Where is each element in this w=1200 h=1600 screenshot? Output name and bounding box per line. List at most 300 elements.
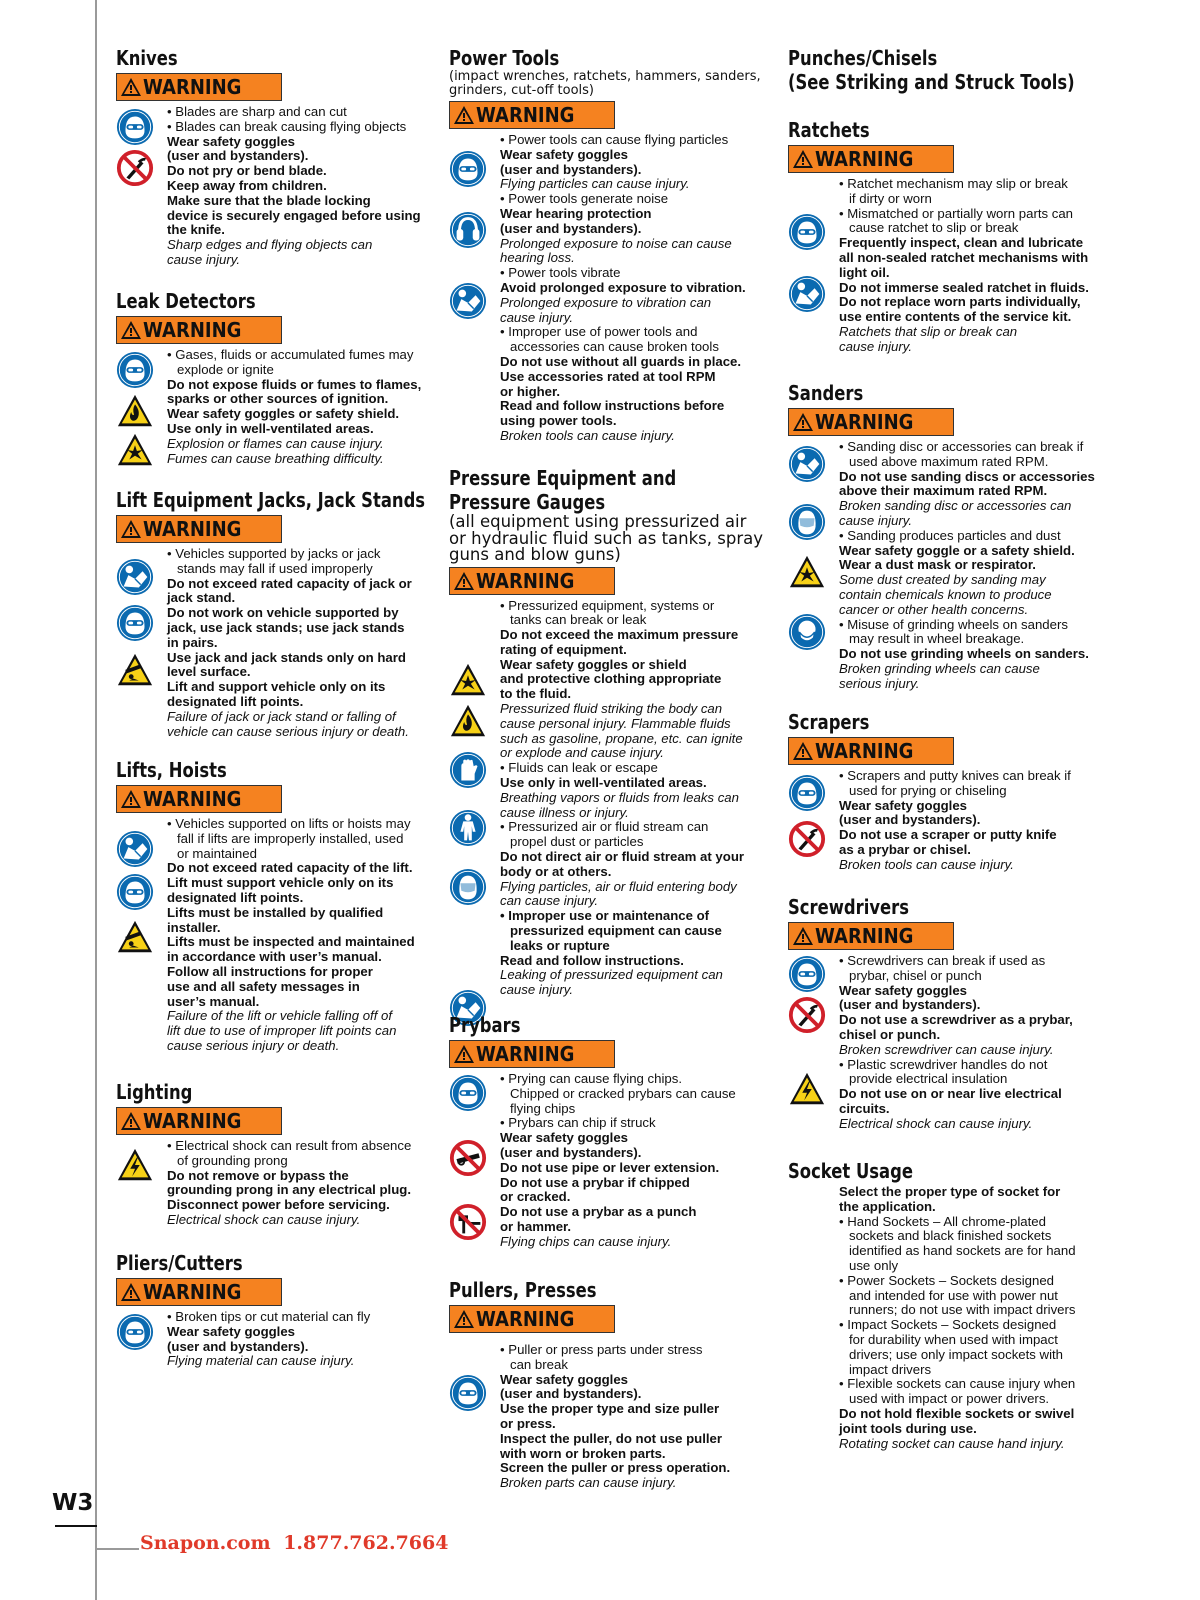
warning-triangle-icon [120,1111,142,1131]
instruction: Lift and support vehicle only on its [167,679,386,695]
instruction: (user and bystanders). [167,148,309,164]
screwdrivers-text [839,954,1118,1132]
instruction: in pairs. [167,634,218,650]
hazard: • Vehicles supported by jacks or jack [167,547,440,562]
instruction: Screen the puller or press operation. [500,1460,731,1476]
instruction: (user and bystanders). [167,1338,309,1354]
consequence: cause injury. [839,338,913,354]
hazard: • Plastic screwdriver handles do not [839,1058,1118,1073]
consequence: Sharp edges and flying objects can [167,237,373,253]
warning-label: WARNING [143,1109,242,1133]
pliers-cutters-text [167,1310,440,1369]
hazard: • Electrical shock can result from absence [167,1139,440,1154]
hazard: flying chips [510,1100,576,1116]
instruction: Do not direct air or fluid stream at your [500,849,745,865]
consequence: lift due to use of improper lift points can [167,1023,397,1039]
instruction: as a prybar or chisel. [839,841,971,857]
warning-label: WARNING [476,568,575,593]
consequence: cancer or other health concerns. [839,601,1029,617]
instruction: Do not pry or bend blade. [167,163,327,179]
hazard: • Puller or press parts under stress [500,1343,779,1358]
warning-triangle-icon [792,412,814,432]
no-hammering-icon [449,1203,487,1241]
instruction: Do not exceed rated capacity of the lift. [167,860,413,876]
section-title: Power Tools [449,46,560,70]
hazard: • Improper use of power tools and [500,325,779,340]
section-prybars [449,1013,779,1250]
dust-mask-icon [788,613,826,651]
instruction: Do not hold flexible sockets or swivel [839,1405,1075,1421]
consequence: Some dust created by sanding may [839,572,1046,588]
lifts-hoists-text [167,817,440,1054]
section-title: Lighting [116,1080,193,1104]
hazard: used for prying or chiseling [849,782,1007,798]
section-scrapers [788,710,1118,873]
hazard: • Fluids can leak or escape [500,761,779,776]
hazard: • Blades can break causing flying objects [167,120,440,135]
hazard: • Mismatched or partially worn parts can [839,207,1118,222]
instruction: Do not work on vehicle supported by [167,605,399,621]
no-extension-pipe-icon [449,1139,487,1177]
instruction: designated lift points. [167,889,304,905]
hazard: • Pressurized equipment, systems or [500,599,779,614]
flammable-hazard-icon [449,702,487,740]
warning-banner [449,1305,615,1333]
column-3 [788,46,1118,1546]
safety-goggles-icon [788,955,826,993]
column-1 [116,46,440,1546]
section-title: Ratchets [788,118,870,142]
instruction: designated lift points. [167,693,304,709]
consequence: Rotating socket can cause hand injury. [839,1435,1065,1451]
instruction: Follow all instructions for proper [167,963,373,979]
section-subtitle: (all equipment using pressurized air [449,512,747,531]
hazard: • Prying can cause flying chips. [500,1072,779,1087]
consequence: Broken tools can cause injury. [500,427,675,443]
read-manual-icon [788,445,826,483]
warning-label: WARNING [815,410,914,434]
instruction: the application. [839,1198,936,1214]
crush-hazard-icon [116,651,154,689]
instruction: Frequently inspect, clean and lubricate [839,235,1084,251]
hazard: or maintained [177,845,257,861]
socket-usage-text [839,1185,1118,1451]
section-title: Pliers/Cutters [116,1251,243,1275]
flammable-hazard-icon [116,392,154,430]
instruction: (user and bystanders). [500,161,642,177]
section-title: Leak Detectors [116,289,256,313]
consequence: Flying particles, air or fluid entering body [500,878,737,894]
warning-triangle-icon [120,789,142,809]
warning-label: WARNING [143,1280,242,1304]
consequence: Flying particles can cause injury. [500,176,690,192]
page-number-rule [55,1525,97,1527]
instruction: grounding prong in any electrical plug. [167,1182,411,1198]
hazard: • Ratchet mechanism may slip or break [839,177,1118,192]
hazard: • Blades are sharp and can cut [167,105,440,120]
hazard: fall if lifts are improperly installed, used [177,830,404,846]
scrapers-text [839,769,1118,873]
warning-banner [788,922,954,950]
instruction: Do not use a scraper or putty knife [839,827,1057,843]
consequence: cause injury. [500,982,574,998]
consequence: Failure of the lift or vehicle falling off of [167,1008,393,1024]
instruction: installer. [167,919,221,935]
consequence: Flying material can cause injury. [167,1353,355,1369]
instruction: Make sure that the blade locking [167,192,371,208]
warning-label: WARNING [476,103,575,127]
hazard: • Power tools can cause flying particles [500,133,779,148]
safety-goggles-icon [788,213,826,251]
crush-hazard-icon [116,918,154,956]
socket-type: for durability when used with impact [849,1331,1058,1347]
hazard: used above maximum rated RPM. [849,453,1049,469]
hazard: propel dust or particles [510,834,644,850]
instruction: or higher. [500,383,561,399]
hazard: explode or ignite [177,361,274,377]
section-pressure-equipment [449,466,779,998]
power-tools-text [500,133,779,444]
instruction: Keep away from children. [167,177,327,193]
consequence: Prolonged exposure to noise can cause [500,235,732,251]
consequence: cause injury. [167,251,241,267]
hazard: • Screwdrivers can break if used as [839,954,1118,969]
warning-banner [116,785,282,813]
socket-type: identified as hand sockets are for hand [849,1243,1076,1259]
instruction: in accordance with user’s manual. [167,949,382,965]
section-lifts-hoists [116,758,440,1054]
section-lighting [116,1080,440,1228]
section-title: Knives [116,46,178,70]
instruction: Wear safety goggles [500,1371,629,1387]
ratchets-text [839,177,1118,355]
section-title: Screwdrivers [788,895,910,919]
instruction: Do not immerse sealed ratchet in fluids. [839,279,1089,295]
warning-triangle-icon [453,1309,475,1329]
pullers-presses-text [500,1343,779,1491]
section-knives [116,46,440,268]
consequence: Explosion or flames can cause injury. [167,435,384,451]
instruction: Lifts must be installed by qualified [167,904,384,920]
no-prying-icon [788,996,826,1034]
instruction: Do not use a screwdriver as a prybar, [839,1012,1073,1028]
hazard: if dirty or worn [849,190,932,206]
protective-gloves-icon [449,751,487,789]
socket-type: and intended for use with power nut [849,1287,1058,1303]
hazard: • Sanding disc or accessories can break if [839,440,1118,455]
instruction: to the fluid. [500,686,572,702]
consequence: Broken parts can cause injury. [500,1475,677,1491]
instruction: (user and bystanders). [839,812,981,828]
socket-type: runners; do not use with impact drivers [849,1302,1076,1318]
warning-triangle-icon [120,77,142,97]
warning-triangle-icon [120,320,142,340]
instruction: Disconnect power before servicing. [167,1197,390,1213]
instruction: Wear safety goggles [500,146,629,162]
warning-label: WARNING [476,1042,575,1066]
socket-type: drivers; use only impact sockets with [849,1346,1064,1362]
section-title: (See Striking and Struck Tools) [788,70,1075,94]
section-socket-usage [788,1159,1118,1451]
section-title: Pullers, Presses [449,1278,597,1302]
consequence: cause injury. [500,309,574,325]
warning-label: WARNING [815,739,914,763]
hazard: • Power tools vibrate [500,266,779,281]
page-number: W3 [52,1490,94,1516]
hazard: • Sanding produces particles and dust [839,529,1118,544]
socket-type: • Power Sockets – Sockets designed [839,1274,1118,1289]
instruction: Do not use a prybar as a punch [500,1204,697,1220]
prybars-text [500,1072,779,1250]
face-shield-icon [449,868,487,906]
read-manual-icon [449,282,487,320]
consequence: contain chemicals known to produce [839,586,1052,602]
section-subtitle: or hydraulic fluid such as tanks, spray [449,528,763,548]
hazard: can break [510,1356,568,1372]
section-title: Prybars [449,1013,521,1037]
instruction: Use the proper type and size puller [500,1401,720,1417]
instruction: level surface. [167,664,251,680]
lighting-text [167,1139,440,1228]
safety-goggles-icon [116,108,154,146]
instruction: Do not use a prybar if chipped [500,1174,690,1190]
section-title: Sanders [788,381,864,405]
warning-triangle-icon [792,926,814,946]
section-title: Socket Usage [788,1159,913,1183]
hazard: • Flexible sockets can cause injury when [839,1377,1118,1392]
instruction: Wear safety goggles [839,982,968,998]
instruction: Use only in well-ventilated areas. [500,775,707,791]
hazard: • Power tools generate noise [500,192,779,207]
instruction: Do not replace worn parts individually, [839,294,1081,310]
warning-banner [788,145,954,173]
section-title: Lifts, Hoists [116,758,227,782]
warning-banner [116,515,282,543]
instruction: light oil. [839,264,890,280]
instruction: Use jack and jack stands only on hard [167,649,406,665]
consequence: such as gasoline, propane, etc. can ignite [500,730,743,746]
section-subtitle: guns and blow guns) [449,545,621,564]
instruction: jack, use jack stands; use jack stands [167,619,405,635]
socket-type: use only [849,1257,899,1273]
hazard: • Broken tips or cut material can fly [167,1310,440,1325]
warning-label: WARNING [815,147,914,171]
hazard: may result in wheel breakage. [849,631,1025,647]
instruction: Wear safety goggles or shield [500,656,687,672]
warning-triangle-icon [120,519,142,539]
read-manual-icon [116,830,154,868]
instruction: Do not use grinding wheels on sanders. [839,646,1089,662]
warning-banner [449,1040,615,1068]
warning-banner [116,73,282,101]
warning-triangle-icon [792,741,814,761]
instruction: device is securely engaged before using [167,207,421,223]
instruction: Do not remove or bypass the [167,1167,349,1183]
socket-type: impact drivers [849,1361,932,1377]
hazard: tanks can break or leak [510,612,647,628]
safety-goggles-icon [449,1074,487,1112]
consequence: Broken screwdriver can cause injury. [839,1041,1054,1057]
hazard: prybar, chisel or punch [849,967,982,983]
socket-type: • Hand Sockets – All chrome-plated [839,1215,1118,1230]
instruction: Do not use on or near live electrical [839,1086,1062,1102]
safety-goggles-icon [116,604,154,642]
instruction: sparks or other sources of ignition. [167,391,389,407]
instruction: user’s manual. [167,993,260,1009]
safety-goggles-icon [788,774,826,812]
margin-rule [95,0,97,1600]
instruction: (user and bystanders). [500,220,642,236]
consequence: Electrical shock can cause injury. [167,1211,361,1227]
hazard: stands may fall if used improperly [177,560,373,576]
section-title: Pressure Equipment and [449,466,677,490]
instruction: Wear hearing protection [500,205,652,221]
instruction: Do not exceed rated capacity of jack or [167,575,412,591]
consequence: Failure of jack or jack stand or falling of [167,708,396,724]
warning-label: WARNING [476,1307,575,1331]
hazard: of grounding prong [177,1152,288,1168]
section-subtitle: (impact wrenches, ratchets, hammers, sanders, [449,69,761,84]
consequence: Pressurized fluid striking the body can [500,701,723,717]
warning-label: WARNING [143,318,242,342]
hazard: • Misuse of grinding wheels on sanders [839,618,1118,633]
warning-triangle-icon [453,571,475,591]
hazard: leaks or rupture [510,937,610,953]
instruction: Wear safety goggles [167,133,296,149]
consequence: Ratchets that slip or break can [839,323,1018,339]
consequence: serious injury. [839,675,920,691]
hazard: used with impact or power drivers. [849,1391,1050,1407]
instruction: Select the proper type of socket for [839,1184,1061,1199]
warning-label: WARNING [143,517,242,541]
instruction: with worn or broken parts. [500,1445,666,1461]
section-sanders [788,381,1118,692]
warning-banner [116,1278,282,1306]
instruction: circuits. [839,1100,890,1116]
section-power-tools [449,46,779,444]
instruction: or hammer. [500,1218,572,1234]
warning-banner [449,567,615,595]
hazard: • Gases, fluids or accumulated fumes may [167,348,440,363]
instruction: or cracked. [500,1189,571,1205]
socket-type: • Impact Sockets – Sockets designed [839,1318,1118,1333]
instruction: and protective clothing appropriate [500,671,722,687]
consequence: Breathing vapors or fluids from leaks can [500,789,739,805]
lift-equipment-text [167,547,440,739]
electrical-hazard-icon [788,1070,826,1108]
instruction: Inspect the puller, do not use puller [500,1430,723,1446]
instruction: Wear safety goggle or a safety shield. [839,542,1075,558]
warning-triangle-icon [120,1282,142,1302]
warning-banner [788,408,954,436]
instruction: Lift must support vehicle only on its [167,875,394,891]
hazard: • Improper use or maintenance of [500,909,779,924]
warning-triangle-icon [453,105,475,125]
instruction: Do not use without all guards in place. [500,353,742,369]
warning-triangle-icon [453,1044,475,1064]
section-pliers-cutters [116,1251,440,1369]
instruction: use and all safety messages in [167,978,360,994]
instruction: chisel or punch. [839,1026,941,1042]
hazard: • Prybars can chip if struck [500,1116,779,1131]
instruction: use entire contents of the service kit. [839,309,1072,325]
instruction: (user and bystanders). [500,1144,642,1160]
hazard: • Vehicles supported on lifts or hoists may [167,817,440,832]
footer-contact: Snapon.com 1.877.762.7664 [140,1532,449,1554]
consequence: cause illness or injury. [500,804,629,820]
pressure-equipment-text [500,599,779,999]
hazard: cause ratchet to slip or break [849,220,1019,236]
instruction: Wear safety goggles [167,1323,296,1339]
hazard: accessories can cause broken tools [510,339,719,355]
electrical-hazard-icon [116,1146,154,1184]
no-prying-icon [116,149,154,187]
consequence: Fumes can cause breathing difficulty. [167,450,384,466]
instruction: Use only in well-ventilated areas. [167,420,374,436]
section-title: Punches/Chisels [788,46,938,70]
instruction: joint tools during use. [839,1420,977,1436]
consequence: Prolonged exposure to vibration can [500,294,712,310]
hearing-protection-icon [449,211,487,249]
instruction: or press. [500,1415,556,1431]
instruction: above their maximum rated RPM. [839,483,1048,499]
section-pullers-presses [449,1278,779,1491]
leak-detectors-text [167,348,440,466]
warning-banner [116,316,282,344]
dust-hazard-icon [788,553,826,591]
consequence: cause injury. [839,512,913,528]
safety-goggles-icon [116,351,154,389]
instruction: (user and bystanders). [500,1386,642,1402]
instruction: Do not expose fluids or fumes to flames, [167,376,422,392]
instruction: the knife. [167,222,225,238]
socket-type: sockets and black finished sockets [849,1228,1052,1244]
instruction: Lifts must be inspected and maintained [167,934,415,950]
consequence: Broken sanding disc or accessories can [839,498,1072,514]
safety-goggles-icon [116,873,154,911]
face-shield-icon [788,503,826,541]
section-title: Pressure Gauges [449,490,606,514]
hazard: provide electrical insulation [849,1071,1008,1087]
hazard: pressurized equipment can cause [510,923,722,939]
section-lift-equipment [116,488,440,739]
consequence: vehicle can cause serious injury or death. [167,723,409,739]
column-2 [449,46,779,1546]
knives-text [167,105,440,268]
warning-banner [116,1107,282,1135]
hazard: • Pressurized air or fluid stream can [500,820,779,835]
instruction: Wear safety goggles [500,1130,629,1146]
consequence: Broken grinding wheels can cause [839,660,1040,676]
warning-label: WARNING [143,787,242,811]
section-title: Scrapers [788,710,870,734]
consequence: Flying chips can cause injury. [500,1233,672,1249]
instruction: Do not exceed the maximum pressure [500,627,739,643]
consequence: Leaking of pressurized equipment can [500,967,723,983]
section-title: Lift Equipment Jacks, Jack Stands [116,488,426,512]
hazard: • Scrapers and putty knives can break if [839,769,1118,784]
warning-banner [449,101,615,129]
instruction: Read and follow instructions before [500,398,725,414]
instruction: Wear safety goggles [839,797,968,813]
section-ratchets [788,118,1118,355]
instruction: (user and bystanders). [839,997,981,1013]
consequence: Broken tools can cause injury. [839,856,1014,872]
section-leak-detectors [116,289,440,466]
consequence: or explode and cause injury. [500,745,664,761]
warning-label: WARNING [815,924,914,948]
safety-goggles-icon [449,1374,487,1412]
